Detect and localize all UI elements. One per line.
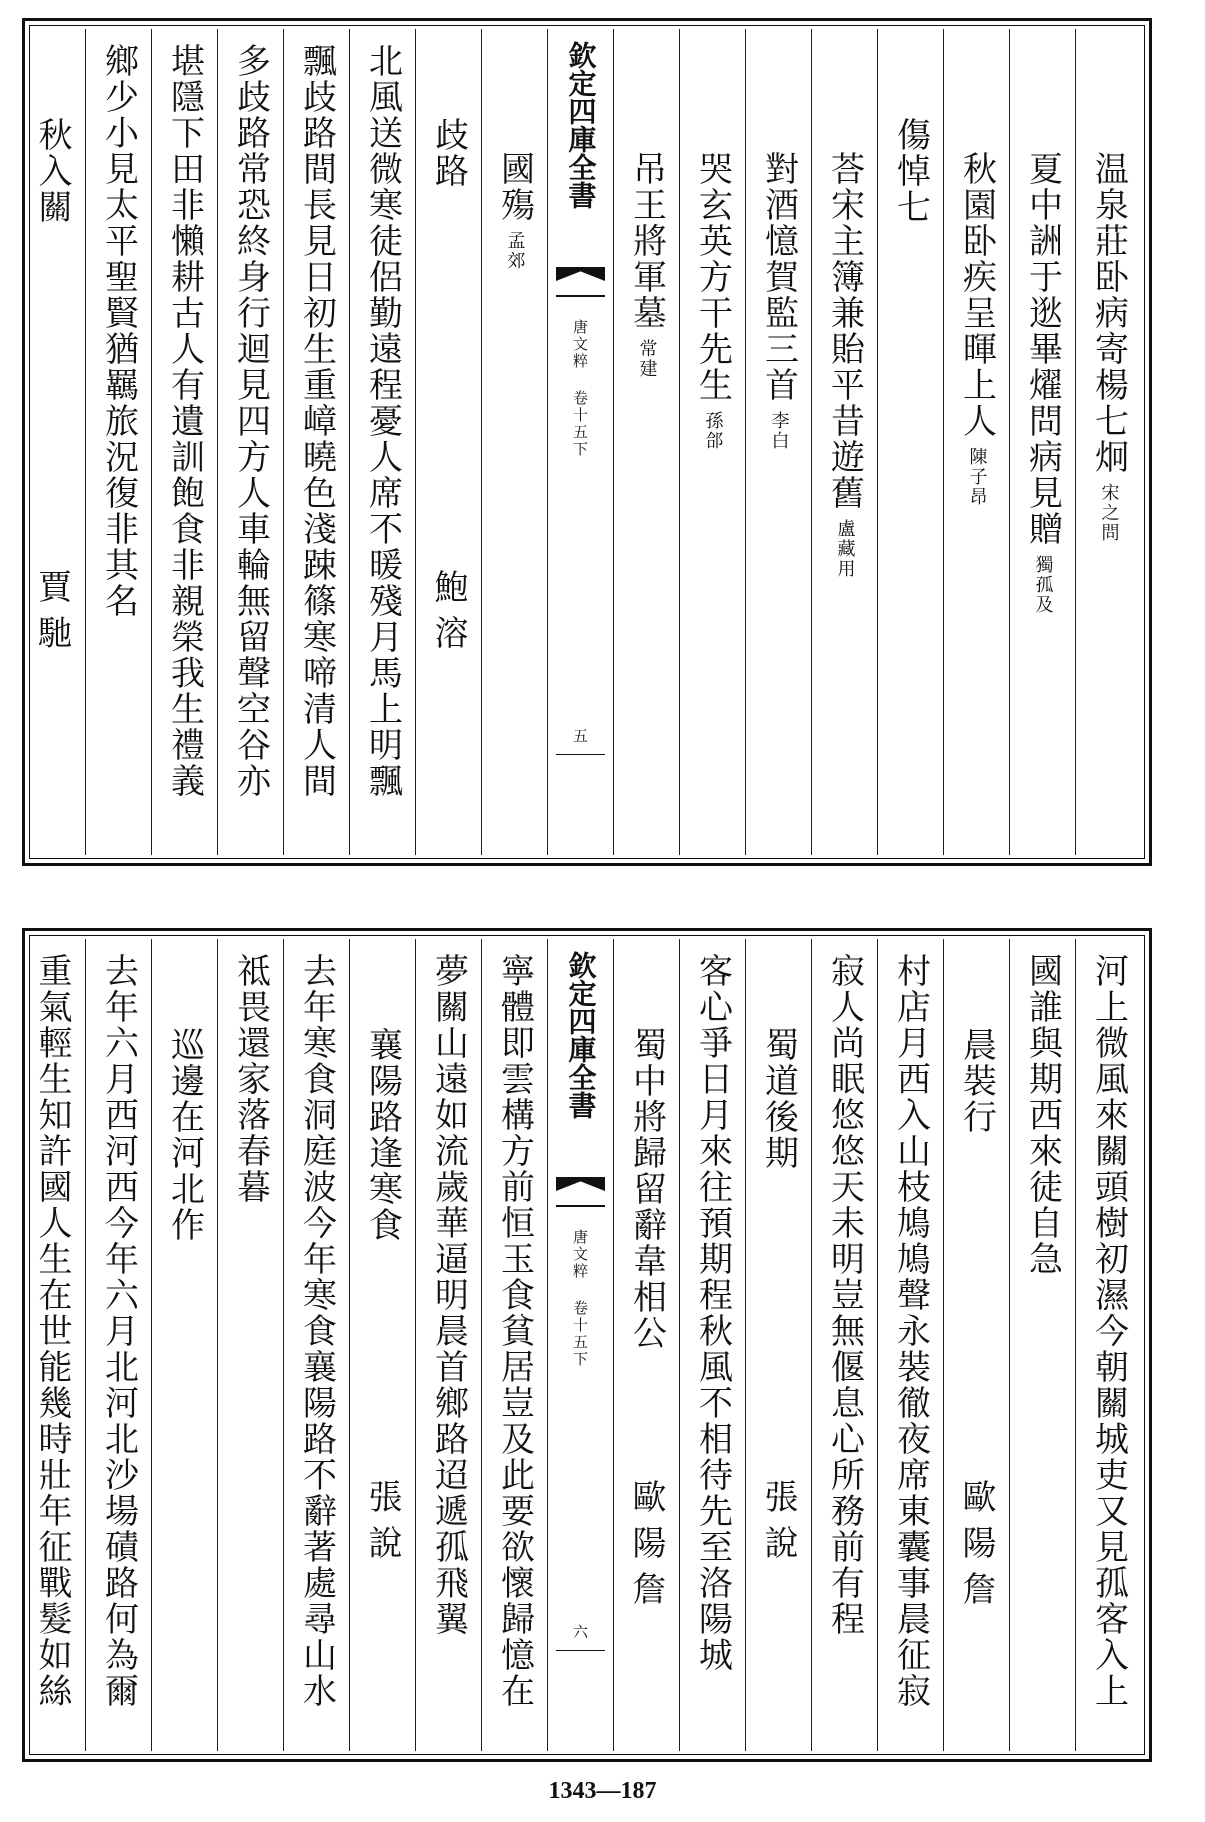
author-name: 李白 <box>768 411 790 451</box>
title-column <box>481 29 547 855</box>
fish-tail-mark-icon <box>556 1177 605 1207</box>
poem-title: 對酒憶賀監三首 <box>758 151 799 403</box>
text-column <box>1009 939 1075 1751</box>
author-name: 鮑溶 <box>428 569 468 661</box>
author-name: 歐陽詹 <box>626 1479 666 1617</box>
poem-title: 襄陽路逢寒食 <box>362 1027 403 1243</box>
top-page-columns <box>33 29 1141 855</box>
text-column <box>85 29 151 855</box>
title-column <box>151 939 217 1751</box>
author-name: 獨孤及 <box>1032 555 1054 615</box>
author-name: 常建 <box>636 339 658 379</box>
title-column <box>745 939 811 1751</box>
poem-title: 蜀道後期 <box>758 1027 799 1171</box>
poem-title: 蜀中將歸留辭韋相公 <box>626 1027 667 1351</box>
center-fold-column <box>547 29 613 855</box>
poem-title: 荅宋主簿兼貽平昔遊舊 <box>824 151 865 511</box>
author-name: 歐陽詹 <box>956 1479 996 1617</box>
title-column <box>19 29 85 855</box>
text-column <box>349 29 415 855</box>
poem-line: 河上微風來關頭樹初濕今朝關城吏又見孤客入上 <box>1088 953 1129 1709</box>
fish-tail-mark-icon <box>556 267 605 297</box>
poem-title: 傷悼七 <box>890 117 931 225</box>
text-column <box>679 939 745 1751</box>
text-column <box>415 939 481 1751</box>
poem-line: 去年寒食洞庭波今年寒食襄陽路不辭著處尋山水 <box>296 953 337 1709</box>
title-column <box>943 29 1009 855</box>
title-column <box>613 29 679 855</box>
poem-title: 秋入關 <box>32 117 72 225</box>
text-column <box>217 29 283 855</box>
author-name: 宋之問 <box>1098 483 1120 543</box>
center-fold-column <box>547 939 613 1751</box>
text-column <box>811 939 877 1751</box>
text-column <box>1075 939 1141 1751</box>
author-name: 孟郊 <box>504 231 526 271</box>
poem-title: 歧路 <box>428 117 469 189</box>
collection-title: 欽定四庫全書 <box>564 41 598 209</box>
author-name: 張說 <box>362 1479 402 1571</box>
text-column <box>85 939 151 1751</box>
text-column <box>283 29 349 855</box>
folio-number: 五 <box>571 728 589 743</box>
poem-line: 北風送微寒徒侶勤遠程憂人席不暖殘月馬上明飄 <box>362 43 403 799</box>
bottom-page-columns <box>33 939 1141 1751</box>
title-column <box>613 939 679 1751</box>
poem-line: 鄉少小見太平聖賢猶羈旅況復非其名 <box>98 43 139 619</box>
title-column <box>1009 29 1075 855</box>
folio-number: 六 <box>571 1624 589 1639</box>
volume-label: 唐文粹 卷十五下 <box>571 1229 589 1368</box>
title-column <box>811 29 877 855</box>
text-column <box>19 939 85 1751</box>
title-column <box>877 29 943 855</box>
author-name: 張說 <box>758 1479 798 1571</box>
volume-label: 唐文粹 卷十五下 <box>571 319 589 458</box>
title-column <box>1075 29 1141 855</box>
poem-line: 村店月西入山枝鳩鳩聲永裝徹夜席東囊事晨征寂 <box>890 953 931 1709</box>
text-column <box>877 939 943 1751</box>
poem-line: 多歧路常恐終身行迴見四方人車輪無留聲空谷亦 <box>230 43 271 799</box>
page-number: 1343—187 <box>548 1778 657 1804</box>
poem-title: 温泉莊卧病寄楊七炯 <box>1088 151 1129 475</box>
author-name: 孫郃 <box>702 411 724 451</box>
title-column <box>745 29 811 855</box>
title-column <box>679 29 745 855</box>
poem-line: 去年六月西河西今年六月北河北沙場磧路何為爾 <box>98 953 139 1709</box>
top-page-panel <box>22 18 1152 866</box>
poem-line: 夢關山遠如流歲華逼明晨首鄉路迢遞孤飛翼 <box>428 953 469 1637</box>
text-column <box>481 939 547 1751</box>
poem-line: 飄歧路間長見日初生重嶂曉色淺踈篠寒啼清人間 <box>296 43 337 799</box>
poem-line: 堪隱下田非懶耕古人有遺訓飽食非親榮我生禮義 <box>164 43 205 799</box>
poem-title: 巡邊在河北作 <box>164 1027 205 1243</box>
author-name: 盧藏用 <box>834 519 856 579</box>
text-column <box>283 939 349 1751</box>
poem-line: 祗畏還家落春暮 <box>230 953 271 1205</box>
poem-line: 重氣輕生知許國人生在世能幾時壯年征戰髮如絲 <box>32 953 72 1709</box>
author-name: 陳子昂 <box>966 447 988 507</box>
title-column <box>943 939 1009 1751</box>
title-column <box>415 29 481 855</box>
poem-line: 國誰與期西來徒自急 <box>1022 953 1063 1277</box>
poem-line: 客心爭日月來往預期程秋風不相待先至洛陽城 <box>692 953 733 1673</box>
title-column <box>349 939 415 1751</box>
poem-title: 國殤 <box>494 151 535 223</box>
author-name: 賈馳 <box>31 569 72 661</box>
bottom-page-panel <box>22 928 1152 1762</box>
poem-line: 寧體即雲構方前恒玉食貧居豈及此要欲懷歸憶在 <box>494 953 535 1709</box>
folio-divider <box>556 1650 605 1651</box>
folio-divider <box>556 754 605 755</box>
poem-title: 晨裝行 <box>956 1027 997 1135</box>
poem-title: 秋園卧疾呈暉上人 <box>956 151 997 439</box>
poem-title: 哭玄英方干先生 <box>692 151 733 403</box>
poem-line: 寂人尚眠悠悠天未明豈無偃息心所務前有程 <box>824 953 865 1637</box>
text-column <box>151 29 217 855</box>
poem-title: 夏中詶于逖畢燿問病見贈 <box>1022 151 1063 547</box>
collection-title: 欽定四庫全書 <box>564 951 598 1119</box>
poem-title: 吊王將軍墓 <box>626 151 667 331</box>
text-column <box>217 939 283 1751</box>
